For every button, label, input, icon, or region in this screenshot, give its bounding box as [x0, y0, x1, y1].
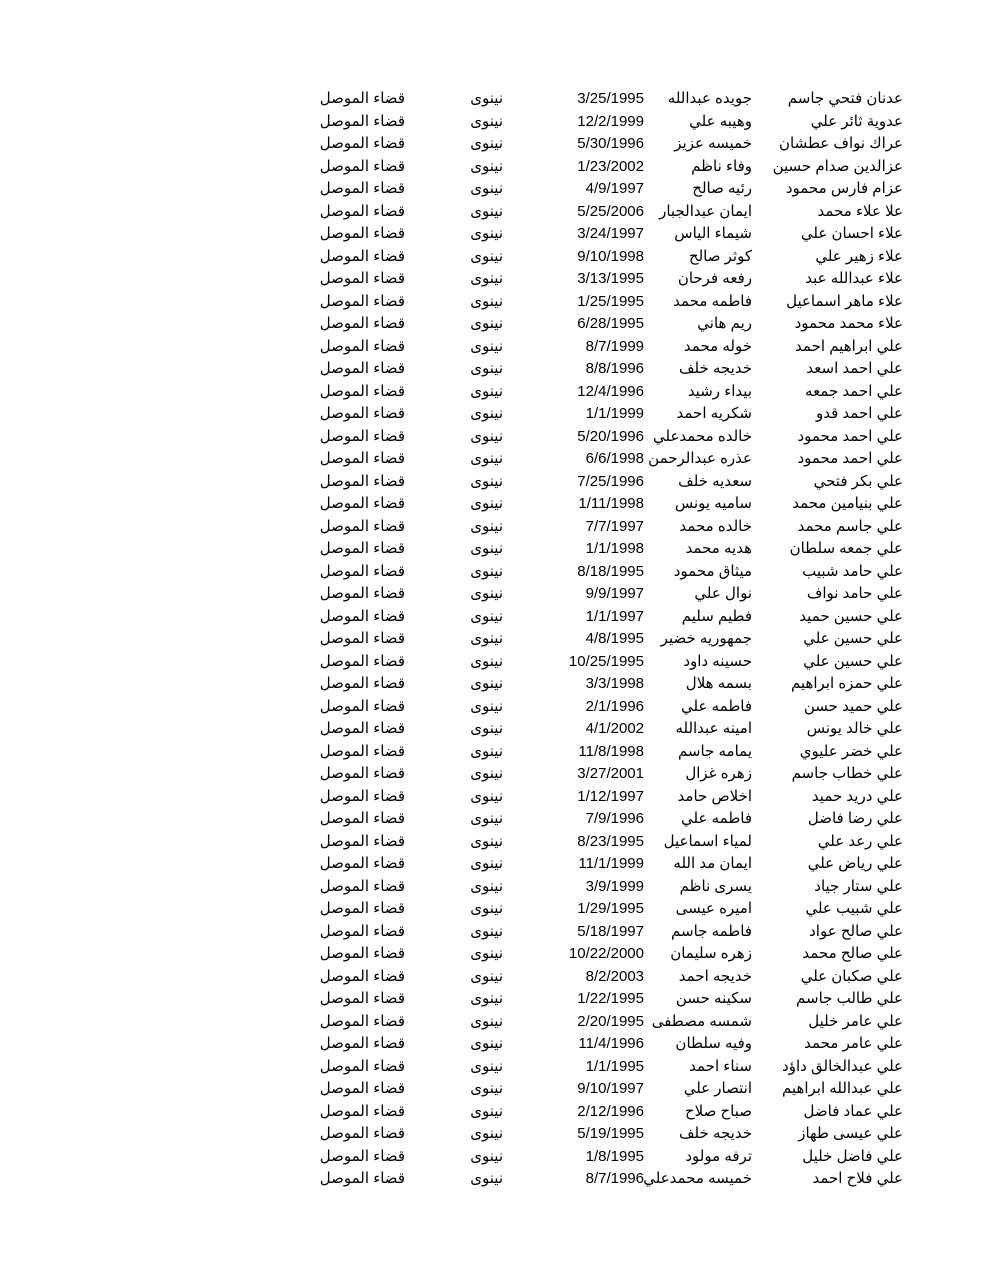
- person-name: علي عامر خليل: [808, 1012, 903, 1030]
- birth-date: 5/18/1997: [577, 922, 644, 940]
- birth-date: 1/22/1995: [577, 990, 644, 1007]
- birth-date: 3/3/1998: [585, 675, 644, 692]
- mother-name: زهره سليمان: [670, 945, 752, 962]
- district: قضاء الموصل: [319, 877, 405, 895]
- district: قضاء الموصل: [319, 832, 405, 850]
- governorate: نينوى: [470, 990, 503, 1007]
- person-name: علي احمد اسعد: [806, 360, 903, 377]
- person-name: علي احمد جمعه: [805, 382, 903, 400]
- table-row: [0, 426, 989, 449]
- birth-date: 1/29/1995: [577, 900, 644, 917]
- person-name: علي فاضل خليل: [802, 1147, 903, 1165]
- district: قضاء الموصل: [319, 292, 405, 310]
- table-row: [0, 988, 989, 1011]
- governorate: نينوى: [470, 427, 503, 445]
- governorate: نينوى: [470, 1012, 503, 1030]
- governorate: نينوى: [470, 832, 503, 850]
- table-row: [0, 1011, 989, 1034]
- birth-date: 8/7/1999: [585, 337, 644, 355]
- mother-name: خديجه خلف: [679, 1125, 752, 1142]
- mother-name: ايمان عبدالجبار: [659, 202, 752, 220]
- district: قضاء الموصل: [319, 247, 405, 265]
- mother-name: فاطمه علي: [681, 810, 752, 827]
- mother-name: جمهوريه خضير: [660, 630, 752, 647]
- district: قضاء الموصل: [319, 1147, 405, 1165]
- mother-name: خوله محمد: [683, 337, 752, 355]
- mother-name: جويده عبدالله: [667, 90, 752, 107]
- governorate: نينوى: [470, 90, 503, 107]
- person-name: علي احمد محمود: [797, 450, 903, 467]
- table-row: [0, 246, 989, 269]
- mother-name: بسمه هلال: [685, 675, 752, 692]
- governorate: نينوى: [470, 495, 503, 512]
- person-name: علي حسين حميد: [799, 607, 903, 625]
- birth-date: 5/30/1996: [577, 135, 644, 152]
- district: قضاء الموصل: [319, 990, 405, 1007]
- district: قضاء الموصل: [319, 1012, 405, 1030]
- district: قضاء الموصل: [319, 225, 405, 242]
- birth-date: 1/1/1999: [585, 405, 644, 422]
- table-row: [0, 786, 989, 809]
- district: قضاء الموصل: [319, 112, 405, 130]
- birth-date: 5/25/2006: [577, 202, 644, 220]
- mother-name: خالده محمدعلي: [653, 427, 752, 445]
- governorate: نينوى: [470, 315, 503, 332]
- district: قضاء الموصل: [319, 607, 405, 625]
- person-name: علي خضر عليوي: [799, 742, 903, 760]
- birth-date: 11/1/1999: [578, 855, 644, 872]
- governorate: نينوى: [470, 1080, 503, 1097]
- table-row: [0, 606, 989, 629]
- birth-date: 3/9/1999: [585, 877, 644, 895]
- district: قضاء الموصل: [319, 652, 405, 670]
- governorate: نينوى: [470, 247, 503, 265]
- table-row: [0, 853, 989, 876]
- table-row: [0, 223, 989, 246]
- table-row: [0, 201, 989, 224]
- birth-date: 12/2/1999: [577, 112, 644, 130]
- mother-name: شيماء الياس: [674, 225, 752, 242]
- mother-name: فاطمه محمد: [673, 292, 752, 310]
- mother-name: وفيه سلطان: [675, 1035, 752, 1052]
- birth-date: 1/1/1995: [585, 1057, 644, 1075]
- district: قضاء الموصل: [319, 900, 405, 917]
- district: قضاء الموصل: [319, 472, 405, 490]
- birth-date: 1/1/1998: [585, 540, 644, 557]
- governorate: نينوى: [470, 585, 503, 602]
- person-name: علاء ماهر اسماعيل: [786, 292, 903, 310]
- person-name: علي عبدالخالق داؤد: [782, 1057, 903, 1075]
- person-name: علي خالد يونس: [806, 720, 903, 737]
- mother-name: فطيم سليم: [681, 607, 752, 625]
- person-name: علي فلاح احمد: [812, 1170, 903, 1187]
- birth-date: 7/7/1997: [585, 517, 644, 535]
- person-name: علا علاء محمد: [817, 202, 903, 220]
- mother-name: سعديه خلف: [678, 472, 752, 490]
- table-row: [0, 516, 989, 539]
- person-name: علي صكبان علي: [800, 967, 903, 985]
- table-row: [0, 1078, 989, 1101]
- district: قضاء الموصل: [319, 382, 405, 400]
- mother-name: ايمان مد الله: [673, 855, 752, 872]
- governorate: نينوى: [470, 337, 503, 355]
- birth-date: 1/25/1995: [577, 292, 644, 310]
- governorate: نينوى: [470, 742, 503, 760]
- table-row: [0, 1123, 989, 1146]
- governorate: نينوى: [470, 202, 503, 220]
- table-row: [0, 336, 989, 359]
- person-name: علاء محمد محمود: [794, 315, 903, 332]
- district: قضاء الموصل: [319, 1170, 405, 1187]
- table-row: [0, 403, 989, 426]
- person-name: علي عامر محمد: [804, 1035, 903, 1052]
- birth-date: 10/25/1995: [568, 652, 644, 670]
- person-name: علي ستار جياد: [814, 877, 903, 895]
- birth-date: 2/1/1996: [585, 697, 644, 715]
- birth-date: 2/20/1995: [577, 1012, 644, 1030]
- table-row: [0, 111, 989, 134]
- birth-date: 6/6/1998: [585, 450, 644, 467]
- governorate: نينوى: [470, 517, 503, 535]
- table-row: [0, 921, 989, 944]
- governorate: نينوى: [470, 765, 503, 782]
- governorate: نينوى: [470, 540, 503, 557]
- mother-name: رفعه فرحان: [677, 270, 752, 287]
- district: قضاء الموصل: [319, 1057, 405, 1075]
- district: قضاء الموصل: [319, 810, 405, 827]
- person-name: علي عماد فاضل: [803, 1102, 903, 1120]
- birth-date: 1/1/1997: [585, 607, 644, 625]
- district: قضاء الموصل: [319, 157, 405, 175]
- district: قضاء الموصل: [319, 585, 405, 602]
- table-row: [0, 831, 989, 854]
- person-name: علي صالح محمد: [802, 945, 903, 962]
- governorate: نينوى: [470, 810, 503, 827]
- governorate: نينوى: [470, 607, 503, 625]
- governorate: نينوى: [470, 877, 503, 895]
- district: قضاء الموصل: [319, 1102, 405, 1120]
- birth-date: 3/27/2001: [577, 765, 644, 782]
- table-row: [0, 808, 989, 831]
- table-row: [0, 358, 989, 381]
- birth-date: 7/9/1996: [585, 810, 644, 827]
- birth-date: 8/23/1995: [577, 832, 644, 850]
- governorate: نينوى: [470, 787, 503, 805]
- birth-date: 8/2/2003: [585, 967, 644, 985]
- district: قضاء الموصل: [319, 360, 405, 377]
- birth-date: 6/28/1995: [577, 315, 644, 332]
- person-name: علي حمزه ابراهيم: [790, 675, 903, 692]
- mother-name: فاطمه علي: [681, 697, 752, 715]
- mother-name: خديجه خلف: [679, 360, 752, 377]
- person-name: عزالدين صدام حسين: [772, 157, 903, 175]
- governorate: نينوى: [470, 1125, 503, 1142]
- mother-name: يسرى ناظم: [679, 877, 752, 895]
- person-name: عزام فارس محمود: [785, 180, 903, 197]
- table-row: [0, 291, 989, 314]
- person-name: علي صالح عواد: [809, 922, 903, 940]
- birth-date: 7/25/1996: [577, 472, 644, 490]
- table-row: [0, 133, 989, 156]
- table-row: [0, 268, 989, 291]
- district: قضاء الموصل: [319, 1035, 405, 1052]
- mother-name: زهره غزال: [685, 765, 752, 782]
- mother-name: ريم هاني: [697, 315, 752, 332]
- governorate: نينوى: [470, 135, 503, 152]
- person-name: عدنان فتحي جاسم: [787, 90, 903, 107]
- governorate: نينوى: [470, 270, 503, 287]
- person-name: علي دريد حميد: [811, 787, 903, 805]
- governorate: نينوى: [470, 562, 503, 580]
- birth-date: 5/19/1995: [577, 1125, 644, 1142]
- district: قضاء الموصل: [319, 517, 405, 535]
- district: قضاء الموصل: [319, 427, 405, 445]
- district: قضاء الموصل: [319, 562, 405, 580]
- person-name: علي عبدالله ابراهيم: [781, 1080, 903, 1097]
- governorate: نينوى: [470, 450, 503, 467]
- birth-date: 12/4/1996: [577, 382, 644, 400]
- mother-name: ساميه يونس: [674, 495, 752, 512]
- mother-name: اخلاص حامد: [677, 787, 752, 805]
- birth-date: 8/7/1996: [585, 1170, 644, 1187]
- district: قضاء الموصل: [319, 135, 405, 152]
- mother-name: يمامه جاسم: [677, 742, 752, 760]
- mother-name: هديه محمد: [685, 540, 752, 557]
- district: قضاء الموصل: [319, 630, 405, 647]
- birth-date: 1/23/2002: [577, 157, 644, 175]
- birth-date: 1/8/1995: [585, 1147, 644, 1165]
- person-name: علي حامد شبيب: [802, 562, 903, 580]
- governorate: نينوى: [470, 720, 503, 737]
- person-name: علي جمعه سلطان: [789, 540, 903, 557]
- birth-date: 2/12/1996: [577, 1102, 644, 1120]
- table-row: [0, 538, 989, 561]
- governorate: نينوى: [470, 855, 503, 872]
- mother-name: حسينه داود: [683, 652, 752, 670]
- governorate: نينوى: [470, 900, 503, 917]
- governorate: نينوى: [470, 652, 503, 670]
- table-row: [0, 1033, 989, 1056]
- governorate: نينوى: [470, 472, 503, 490]
- governorate: نينوى: [470, 112, 503, 130]
- person-name: عدوية ثائر علي: [810, 112, 903, 130]
- birth-date: 5/20/1996: [577, 427, 644, 445]
- mother-name: كوثر صالح: [688, 247, 752, 265]
- birth-date: 4/8/1995: [585, 630, 644, 647]
- mother-name: لمياء اسماعيل: [663, 832, 752, 850]
- mother-name: خميسه محمدعلي: [643, 1170, 752, 1187]
- table-row: [0, 156, 989, 179]
- mother-name: فاطمه جاسم: [671, 922, 752, 940]
- table-row: [0, 943, 989, 966]
- table-row: [0, 88, 989, 111]
- birth-date: 1/11/1998: [578, 495, 644, 512]
- birth-date: 4/9/1997: [585, 180, 644, 197]
- governorate: نينوى: [470, 1147, 503, 1165]
- district: قضاء الموصل: [319, 675, 405, 692]
- mother-name: شمسه مصطفى: [651, 1012, 752, 1030]
- table-row: [0, 471, 989, 494]
- mother-name: امينه عبدالله: [675, 720, 752, 737]
- governorate: نينوى: [470, 675, 503, 692]
- person-name: علي رعد علي: [817, 832, 903, 850]
- district: قضاء الموصل: [319, 967, 405, 985]
- mother-name: انتصار علي: [683, 1080, 752, 1097]
- person-name: علي رضا فاضل: [807, 810, 903, 827]
- mother-name: وهيبه علي: [689, 112, 752, 130]
- mother-name: سناء احمد: [689, 1057, 752, 1075]
- table-row: [0, 741, 989, 764]
- table-row: [0, 628, 989, 651]
- person-name: علي بكر فتحي: [813, 472, 903, 490]
- mother-name: وفاء ناظم: [691, 157, 752, 175]
- governorate: نينوى: [470, 1102, 503, 1120]
- table-row: [0, 381, 989, 404]
- birth-date: 11/4/1996: [578, 1035, 644, 1052]
- person-name: علي احمد قدو: [815, 405, 903, 422]
- birth-date: 9/10/1998: [577, 247, 644, 265]
- person-name: علاء احسان علي: [800, 225, 903, 242]
- mother-name: ميثاق محمود: [673, 562, 752, 580]
- birth-date: 3/13/1995: [577, 270, 644, 287]
- person-name: علي ابراهيم احمد: [795, 337, 903, 355]
- table-row: [0, 448, 989, 471]
- table-row: [0, 718, 989, 741]
- table-row: [0, 898, 989, 921]
- table-row: [0, 1146, 989, 1169]
- mother-name: خديجه احمد: [678, 967, 752, 985]
- person-name: عراك نواف عطشان: [779, 135, 903, 152]
- governorate: نينوى: [470, 1170, 503, 1187]
- table-row: [0, 763, 989, 786]
- governorate: نينوى: [470, 1035, 503, 1052]
- person-name: علاء عبدالله عبد: [805, 270, 903, 287]
- mother-name: اميره عيسى: [675, 900, 752, 917]
- governorate: نينوى: [470, 382, 503, 400]
- person-name: علي حسين علي: [803, 652, 903, 670]
- district: قضاء الموصل: [319, 202, 405, 220]
- birth-date: 9/9/1997: [585, 585, 644, 602]
- district: قضاء الموصل: [319, 742, 405, 760]
- governorate: نينوى: [470, 922, 503, 940]
- person-name: علي بنيامين محمد: [792, 495, 903, 512]
- table-row: [0, 673, 989, 696]
- table-row: [0, 178, 989, 201]
- birth-date: 1/12/1997: [577, 787, 644, 805]
- mother-name: سكينه حسن: [675, 990, 752, 1007]
- governorate: نينوى: [470, 225, 503, 242]
- birth-date: 9/10/1997: [577, 1080, 644, 1097]
- district: قضاء الموصل: [319, 540, 405, 557]
- birth-date: 4/1/2002: [585, 720, 644, 737]
- governorate: نينوى: [470, 180, 503, 197]
- birth-date: 3/25/1995: [577, 90, 644, 107]
- person-name: علي عيسى طهاز: [798, 1125, 903, 1142]
- mother-name: بيداء رشيد: [687, 382, 752, 400]
- birth-date: 8/8/1996: [585, 360, 644, 377]
- person-name: علي حامد نواف: [806, 585, 903, 602]
- governorate: نينوى: [470, 157, 503, 175]
- district: قضاء الموصل: [319, 1080, 405, 1097]
- table-row: [0, 1056, 989, 1079]
- district: قضاء الموصل: [319, 315, 405, 332]
- governorate: نينوى: [470, 292, 503, 310]
- table-row: [0, 1168, 989, 1191]
- person-name: علي خطاب جاسم: [791, 765, 903, 782]
- person-name: علي احمد محمود: [797, 427, 903, 445]
- governorate: نينوى: [470, 630, 503, 647]
- mother-name: عذره عبدالرحمن: [648, 450, 752, 467]
- district: قضاء الموصل: [319, 90, 405, 107]
- table-row: [0, 651, 989, 674]
- mother-name: ترفه مولود: [685, 1147, 752, 1165]
- district: قضاء الموصل: [319, 787, 405, 805]
- district: قضاء الموصل: [319, 180, 405, 197]
- table-row: [0, 966, 989, 989]
- birth-date: 3/24/1997: [577, 225, 644, 242]
- governorate: نينوى: [470, 405, 503, 422]
- table-row: [0, 583, 989, 606]
- person-name: علي حسين علي: [803, 630, 903, 647]
- mother-name: صباح صلاح: [684, 1102, 752, 1120]
- table-row: [0, 493, 989, 516]
- mother-name: شكريه احمد: [676, 405, 752, 422]
- birth-date: 10/22/2000: [568, 945, 644, 962]
- mother-name: خالده محمد: [679, 517, 752, 535]
- table-row: [0, 1101, 989, 1124]
- governorate: نينوى: [470, 360, 503, 377]
- district: قضاء الموصل: [319, 450, 405, 467]
- table-row: [0, 561, 989, 584]
- governorate: نينوى: [470, 945, 503, 962]
- district: قضاء الموصل: [319, 922, 405, 940]
- district: قضاء الموصل: [319, 697, 405, 715]
- person-name: علي حميد حسن: [803, 697, 903, 715]
- birth-date: 11/8/1998: [578, 742, 644, 760]
- table-row: [0, 696, 989, 719]
- district: قضاء الموصل: [319, 405, 405, 422]
- district: قضاء الموصل: [319, 337, 405, 355]
- district: قضاء الموصل: [319, 765, 405, 782]
- person-name: علي جاسم محمد: [797, 517, 903, 535]
- person-name: علي رياض علي: [807, 855, 903, 872]
- district: قضاء الموصل: [319, 720, 405, 737]
- governorate: نينوى: [470, 967, 503, 985]
- governorate: نينوى: [470, 697, 503, 715]
- birth-date: 8/18/1995: [577, 562, 644, 580]
- mother-name: رئيه صالح: [692, 180, 752, 197]
- district: قضاء الموصل: [319, 495, 405, 512]
- person-name: علي طالب جاسم: [796, 990, 903, 1007]
- mother-name: خميسه عزيز: [674, 135, 752, 152]
- mother-name: نوال علي: [694, 585, 752, 602]
- district: قضاء الموصل: [319, 1125, 405, 1142]
- person-name: علي شبيب علي: [805, 900, 903, 917]
- district: قضاء الموصل: [319, 855, 405, 872]
- district: قضاء الموصل: [319, 945, 405, 962]
- person-name: علاء زهير علي: [815, 247, 903, 265]
- district: قضاء الموصل: [319, 270, 405, 287]
- table-row: [0, 313, 989, 336]
- table-row: [0, 876, 989, 899]
- governorate: نينوى: [470, 1057, 503, 1075]
